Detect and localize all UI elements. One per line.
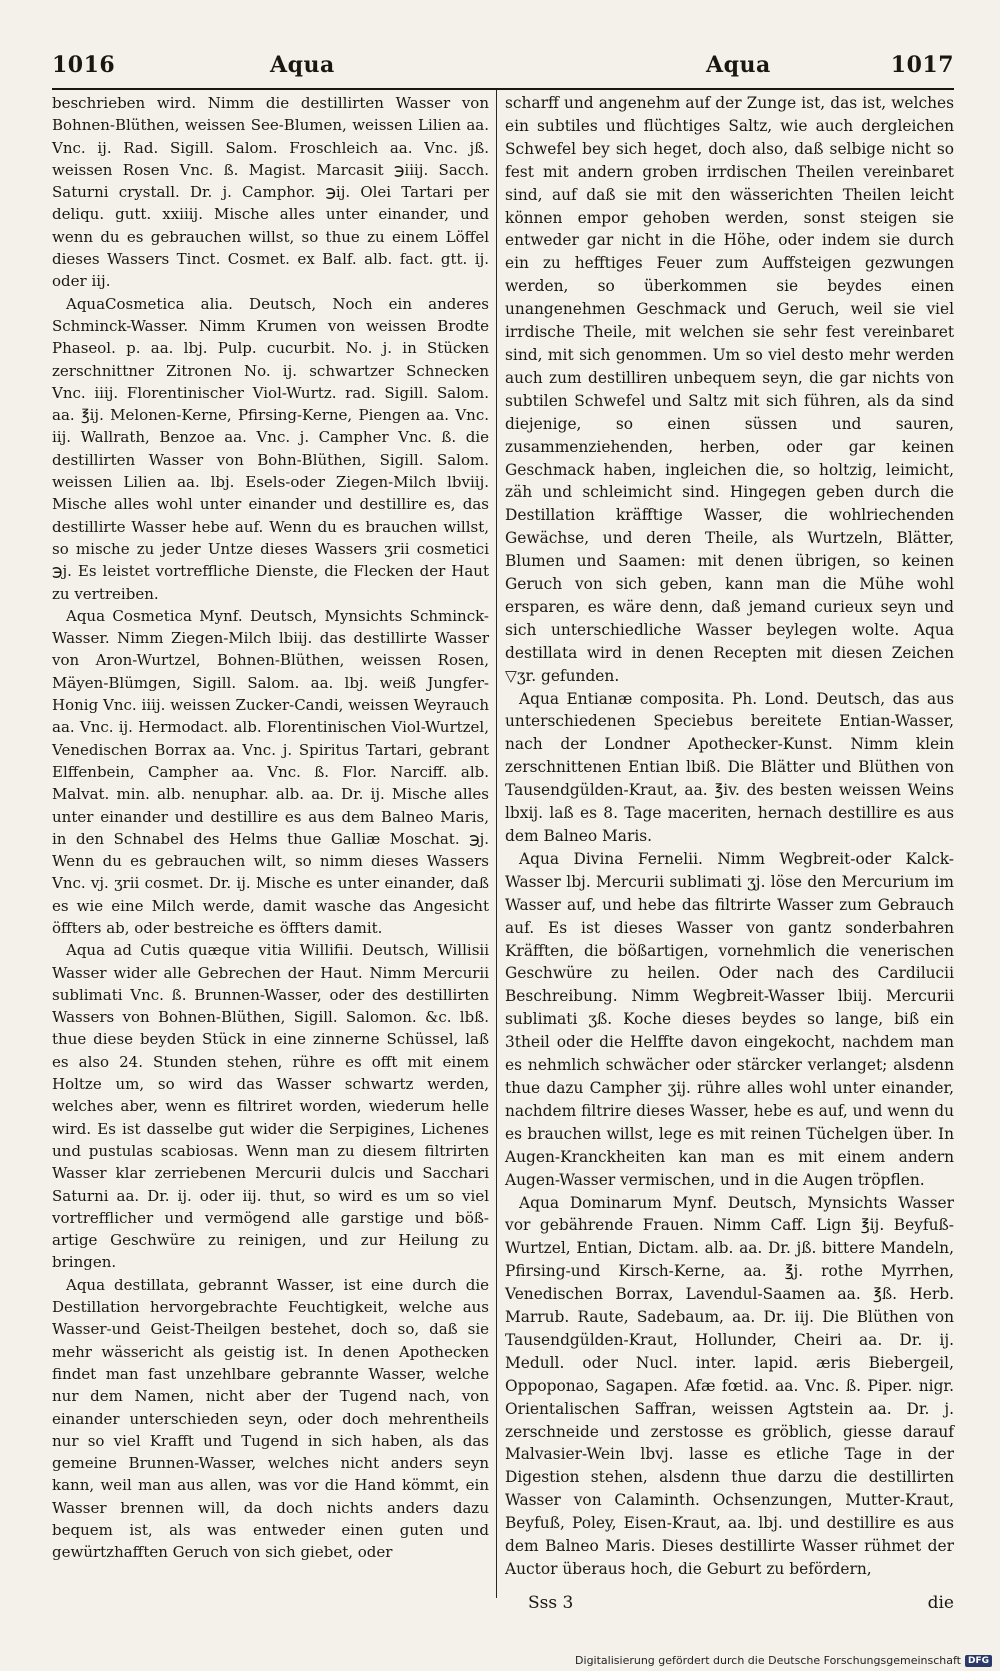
page-number-left: 1016 (52, 52, 116, 78)
paragraph: scharff und angenehm auf der Zunge ist, das ist, welches ein subtiles und flüchtiges Saltz, wie auch dergleichen Schwefel bey sich heget, doch also, daß selbige nicht so fest mit andern groben irrdischen Theilen vereinbaret sind, auf daß sie mit den wässerichten Theilen leicht können empor gehoben werden, sonst steigen sie entweder gar nicht in die Höhe, oder indem sie durch ein zu hefftiges Feuer zum Auffsteigen gezwungen werden, so überkommen sie beydes einen unangenehmen Geschmack und Geruch, weil sie viel irrdische Theile, mit welchen sie sehr fest vereinbaret sind, mit sich genommen. Um so viel desto mehr werden auch zum destilliren unbequem seyn, die gar nichts von subtilen Schwefel und Saltz mit sich führen, als da sind diejenige, so einen süssen und sauren, zusammenziehenden, herben, oder gar keinen Geschmack haben, ingleichen die, so holtzig, leimicht, zäh und schleimicht sind. Hingegen geben durch die Destillation kräfftige Wasser, die wohlriechenden Gewächse, und deren Theile, als Wurtzeln, Blätter, Blumen und Saamen: mit denen übrigen, so keinen Geruch von sich geben, kann man die Mühe wohl ersparen, es wäre denn, daß jemand curieux seyn und sich unterschiedliche Wasser beylegen wolte. Aqua destillata wird in denen Recepten mit diesen Zeichen ▽ʒr. gefunden. (505, 94, 954, 685)
paragraph: Aqua ad Cutis quæque vitia Willifii. Deutsch, Willisii Wasser wider alle Gebrechen der Haut. Nimm Mercurii sublimati Vnc. ß. Brunnen-Wasser, oder des destillirten Wassers von Bohnen-Blüthen, Sigill. Salomon. &c. lbß. thue diese beyden Stück in eine zinnerne Schüssel, laß es also 24. Stunden stehen, rühre es offt mit einem Holtze um, so wird das Wasser schwartz werden, welches aber, wenn es filtriret worden, wiederum helle wird. Es ist dasselbe gut wider die Serpigines, Lichenes und pustulas scabiosas. Wenn man zu diesem filtrirten Wasser klar zerriebenen Mercurii dulcis und Sacchari Saturni aa. Dr. ij. oder iij. thut, so wird es um so viel vortrefflicher und vermögend alle garstige und böß-artige Geschwüre zu reinigen, und zur Heilung zu bringen. (52, 941, 489, 1272)
credit-text: Digitalisierung gefördert durch die Deutsche Forschungsgemeinschaft (575, 1654, 961, 1667)
left-column (52, 92, 489, 1564)
running-title-left: Aqua (270, 52, 335, 78)
paragraph: Aqua Cosmetica Mynf. Deutsch, Mynsichts Schminck-Wasser. Nimm Ziegen-Milch lbiij. das destillirte Wasser von Aron-Wurtzel, Bohnen-Blüthen, weissen Rosen, Mäyen-Blümgen, Sigill. Salom. aa. lbj. weiß Jungfer-Honig Vnc. iiij. weissen Zucker-Candi, weissen Weyrauch aa. Vnc. ij. Hermodact. alb. Florentinischen Viol-Wurtzel, Venedischen Borrax aa. Vnc. j. Spiritus Tartari, gebrant Elffenbein, Campher aa. Vnc. ß. Flor. Narciff. alb. Malvat. min. alb. nenuphar. alb. aa. Dr. ij. Mische alles unter einander und destillire es aus dem Balneo Maris, in den Schnabel des Helms thue Galliæ Moschat. ℈j. Wenn du es gebrauchen wilt, so nimm dieses Wassers Vnc. vj. ʒrii cosmet. Dr. ij. Mische es unter einander, daß es wie eine Milch werde, damit wasche das Angesicht öffters ab, oder bestreiche es öffters damit. (52, 606, 489, 937)
signature-mark: Sss 3 (528, 1593, 574, 1613)
paragraph: Aqua Dominarum Mynf. Deutsch, Mynsichts Wasser vor gebährende Frauen. Nimm Caff. Lign ℥ij. Beyfuß-Wurtzel, Entian, Dictam. alb. aa. Dr. jß. bittere Mandeln, Pfirsing-und Kirsch-Kerne, aa. ℥j. rothe Myrrhen, Venedischen Borrax, Lavendul-Saamen aa. ℥ß. Herb. Marrub. Raute, Sadebaum, aa. Dr. iij. Die Blüthen von Tausendgülden-Kraut, Hollunder, Cheiri aa. Dr. ij. Medull. oder Nucl. inter. lapid. æris Biebergeil, Oppoponao, Sagapen. Afæ fœtid. aa. Vnc. ß. Piper. nigr. Orientalischen Saffran, weissen Agtstein aa. Dr. j. zerschneide und zerstosse es gröblich, giesse darauf Malvasier-Wein lbvj. lasse es etliche Tage in der Digestion stehen, alsdenn thue darzu die destillirten Wasser von Calaminth. Ochsenzungen, Mutter-Kraut, Beyfuß, Poley, Eisen-Kraut, aa. lbj. und destillire es aus dem Balneo Maris. Dieses destillirte Wasser rühmet der Auctor überaus hoch, die Geburt zu befördern, (505, 1193, 954, 1578)
header-rule (52, 88, 954, 90)
paragraph: Aqua destillata, gebrannt Wasser, ist eine durch die Destillation hervorgebrachte Feuchtigkeit, welche aus Wasser-und Geist-Theilgen bestehet, doch so, daß sie mehr wässericht als geistig ist. In denen Apothecken findet man fast unzehlbare gebrannte Wasser, welche nur dem Namen, nicht aber der Tugend nach, von einander unterschieden seyn, oder doch mehrentheils nur so viel Krafft und Tugend in sich haben, als das gemeine Brunnen-Wasser, welches nicht anders seyn kann, weil man aus allen, was vor die Hand kömmt, ein Wasser brennen will, da doch nichts anders dazu bequem ist, als was entweder einen guten und gewürtzhafften Geruch von sich giebet, oder (52, 1275, 489, 1562)
running-head (52, 52, 954, 86)
paragraph: Aqua Entianæ composita. Ph. Lond. Deutsch, das aus unterschiedenen Speciebus bereitete Entian-Wasser, nach der Londner Apothecker-Kunst. Nimm klein zerschnittenen Entian lbiß. Die Blätter und Blüthen von Tausendgülden-Kraut, aa. ℥iv. des besten weissen Weins lbxij. laß es 8. Tage maceriten, hernach destillire es aus dem Balneo Maris. (505, 689, 954, 845)
running-title-right: Aqua (706, 52, 771, 78)
paragraph: AquaCosmetica alia. Deutsch, Noch ein anderes Schminck-Wasser. Nimm Krumen von weissen Brodte Phaseol. p. aa. lbj. Pulp. cucurbit. No. j. in Stücken zerschnittner Zitronen No. ij. schwartzer Schnecken Vnc. iiij. Florentinischer Viol-Wurtz. rad. Sigill. Salom. aa. ℥ij. Melonen-Kerne, Pfirsing-Kerne, Piengen aa. Vnc. iij. Wallrath, Benzoe aa. Vnc. j. Campher Vnc. ß. die destillirten Wasser von Bohn-Blüthen, Sigill. Salom. weissen Lilien aa. lbj. Esels-oder Ziegen-Milch lbviij. Mische alles wohl unter einander und destillire es, das destillirte Wasser hebe auf. Wenn du es brauchen willst, so mische zu jeder Untze dieses Wassers ʒrii cosmetici ℈j. Es leistet vortreffliche Dienste, die Flecken der Haut zu vertreiben. (52, 294, 489, 603)
dfg-logo: DFG (965, 1655, 992, 1667)
right-column (505, 92, 954, 1581)
paragraph: beschrieben wird. Nimm die destillirten Wasser von Bohnen-Blüthen, weissen See-Blumen, weissen Lilien aa. Vnc. ij. Rad. Sigill. Salom. Froschleich aa. Vnc. jß. weissen Rosen Vnc. ß. Magist. Marcasit ℈iiij. Sacch. Saturni crystall. Dr. j. Camphor. ℈ij. Olei Tartari per deliqu. gutt. xxiiij. Mische alles unter einander, und wenn du es gebrauchen willst, so thue zu einem Löffel dieses Wassers Tinct. Cosmet. ex Balf. alb. fact. gtt. ij. oder iij. (52, 94, 489, 291)
digitization-credit (575, 1654, 992, 1667)
page-number-right: 1017 (890, 52, 954, 78)
column-divider (496, 90, 497, 1598)
paragraph: Aqua Divina Fernelii. Nimm Wegbreit-oder Kalck-Wasser lbj. Mercurii sublimati ʒj. löse den Mercurium im Wasser auf, und hebe das filtrirte Wasser zum Gebrauch auf. Es ist dieses Wasser von gantz sonderbahren Kräfften, die bößartigen, vornehmlich die venerischen Geschwüre zu heilen. Oder nach des Cardilucii Beschreibung. Nimm Wegbreit-Wasser lbiij. Mercurii sublimati ʒß. Koche dieses beydes so lange, biß ein 3theil oder die Helffte davon eingekocht, nachdem man es nehmlich schwächer oder stärcker verlanget; alsdenn thue dazu Campher ʒij. rühre alles wohl unter einander, nachdem filtrire dieses Wasser, hebe es auf, und wenn du es brauchen willst, lege es mit reinen Tüchelgen über. In Augen-Kranckheiten kan man es mit einem andern Augen-Wasser vermischen, und in die Augen tröpflen. (505, 849, 954, 1189)
catchword: die (927, 1593, 954, 1613)
